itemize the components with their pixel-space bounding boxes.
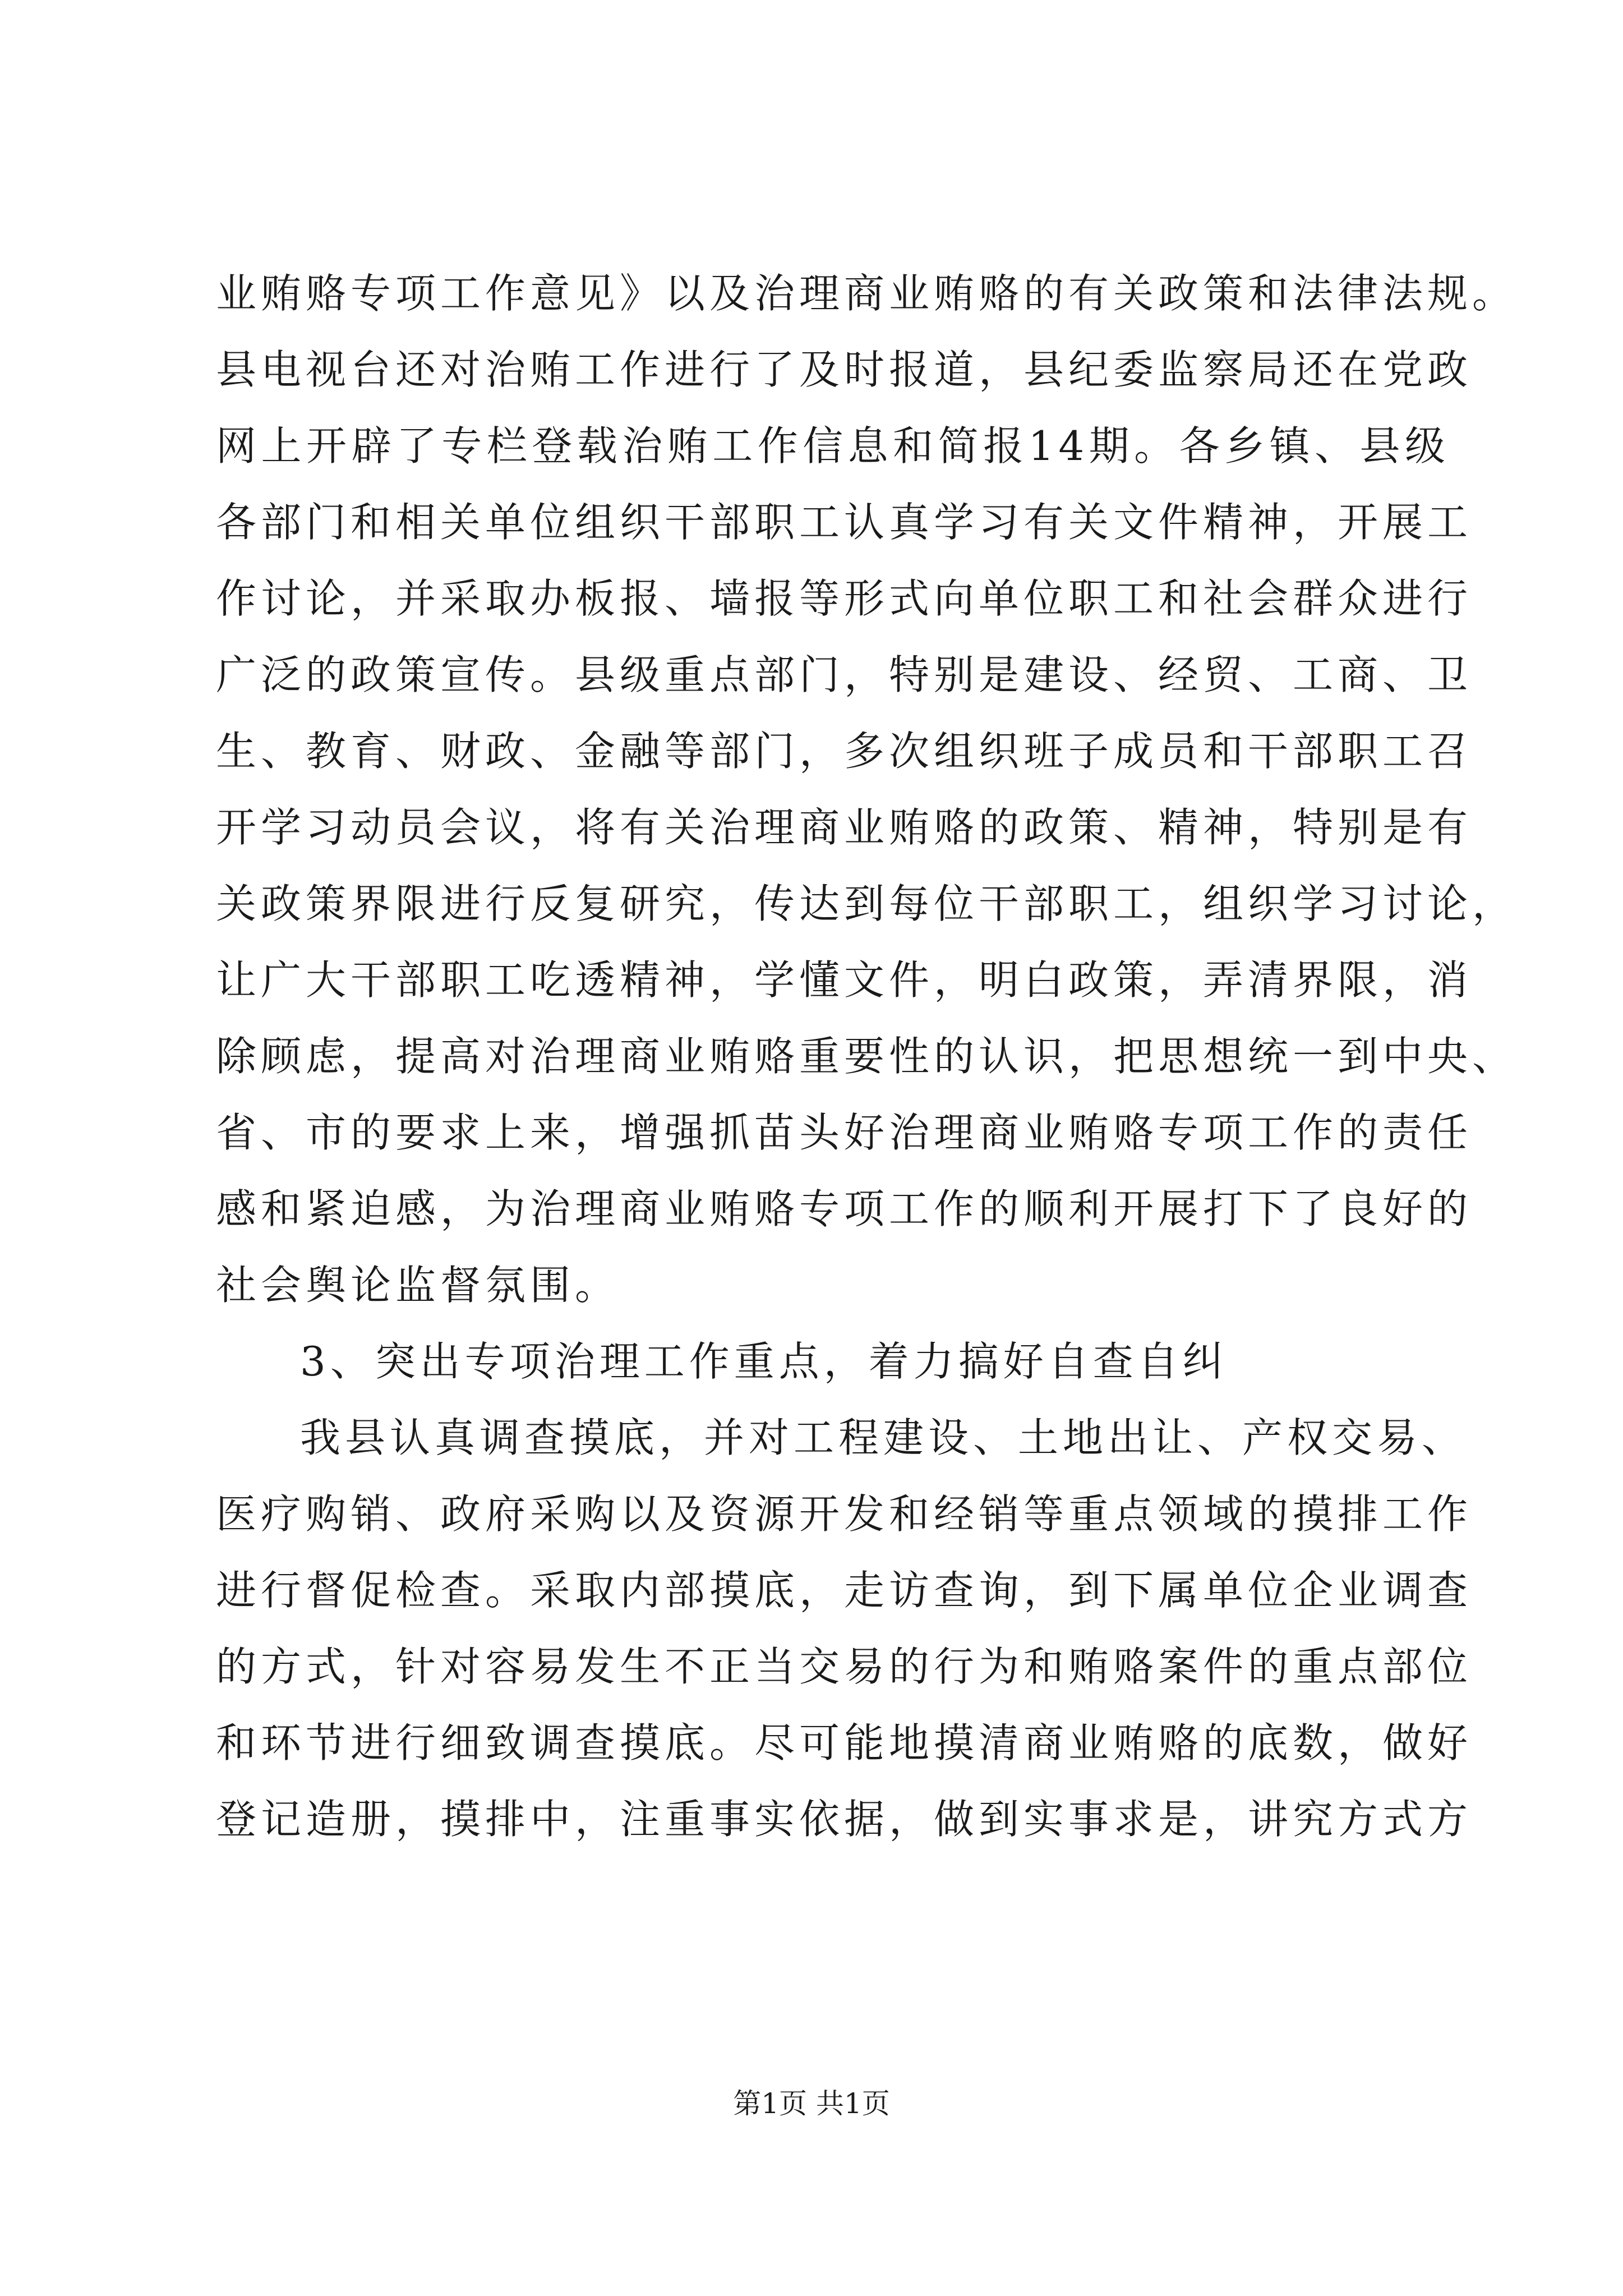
text-line: 省、市的要求上来，增强抓苗头好治理商业贿赂专项工作的责任 [216,1109,1473,1156]
text-line: 业贿赂专项工作意见》以及治理商业贿赂的有关政策和法律法规。 [216,270,1518,317]
text-line: 感和紧迫感，为治理商业贿赂专项工作的顺利开展打下了良好的 [216,1185,1473,1232]
text-line: 网上开辟了专栏登载治贿工作信息和简报14期。各乡镇、县级 [216,422,1450,470]
text-line: 我县认真调查摸底，并对工程建设、土地出让、产权交易、 [300,1414,1467,1461]
text-line: 进行督促检查。采取内部摸底，走访查询，到下属单位企业调查 [216,1567,1473,1614]
text-line: 登记造册，摸排中，注重事实依据，做到实事求是，讲究方式方 [216,1796,1473,1843]
text-line: 各部门和相关单位组织干部职工认真学习有关文件精神，开展工 [216,499,1473,546]
text-line: 除顾虑，提高对治理商业贿赂重要性的认识，把思想统一到中央、 [216,1033,1518,1080]
text-line: 关政策界限进行反复研究，传达到每位干部职工，组织学习讨论， [216,880,1518,927]
text-line: 县电视台还对治贿工作进行了及时报道，县纪委监察局还在党政 [216,346,1473,393]
text-line: 让广大干部职工吃透精神，学懂文件，明白政策，弄清界限，消 [216,956,1473,1004]
section-heading: 3、突出专项治理工作重点，着力搞好自查自纠 [300,1338,1228,1385]
text-line: 广泛的政策宣传。县级重点部门，特别是建设、经贸、工商、卫 [216,651,1473,698]
text-line: 和环节进行细致调查摸底。尽可能地摸清商业贿赂的底数，做好 [216,1719,1473,1766]
document-body [216,255,1518,1857]
text-line: 作讨论，并采取办板报、墙报等形式向单位职工和社会群众进行 [216,575,1473,622]
page-number-footer: 第1页 共1页 [733,2087,890,2120]
text-line: 开学习动员会议，将有关治理商业贿赂的政策、精神，特别是有 [216,804,1473,851]
text-line: 医疗购销、政府采购以及资源开发和经销等重点领域的摸排工作 [216,1490,1473,1538]
text-line: 生、教育、财政、金融等部门，多次组织班子成员和干部职工召 [216,728,1473,775]
text-line: 社会舆论监督氛围。 [216,1262,620,1309]
text-line: 的方式，针对容易发生不正当交易的行为和贿赂案件的重点部位 [216,1643,1473,1690]
